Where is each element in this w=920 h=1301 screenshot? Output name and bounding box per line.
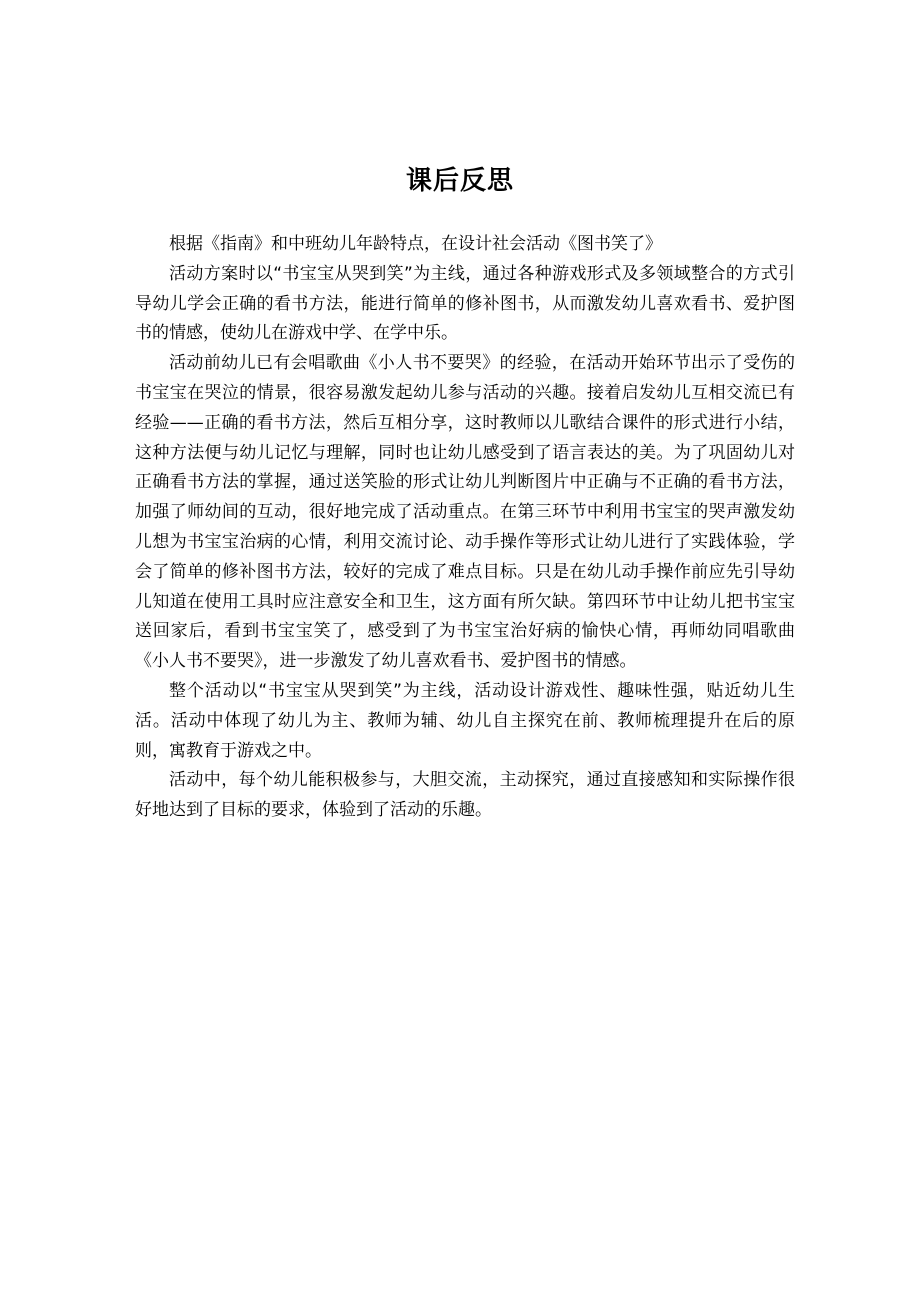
paragraph-summary: 整个活动以“书宝宝从哭到笑”为主线，活动设计游戏性、趣味性强，贴近幼儿生活。活动中体现了幼儿为主、教师为辅、幼儿自主探究在前、教师梳理提升在后的原则，寓教育于游戏之中。 <box>135 680 795 761</box>
paragraph-plan: 活动方案时以“书宝宝从哭到笑”为主线，通过各种游戏形式及多领域整合的方式引导幼儿学会正确的看书方法，能进行简单的修补图书，从而激发幼儿喜欢看书、爱护图书的情感，使幼儿在游戏中学、在学中乐。 <box>135 263 795 344</box>
page-title: 课后反思 <box>405 166 514 196</box>
paragraph-intro: 根据《指南》和中班幼儿年龄特点，在设计社会活动《图书笑了》 <box>169 234 662 254</box>
document-body <box>135 230 795 826</box>
paragraph-process: 活动前幼儿已有会唱歌曲《小人书不要哭》的经验，在活动开始环节出示了受伤的书宝宝在哭泣的情景，很容易激发起幼儿参与活动的兴趣。接着启发幼儿互相交流已有经验——正确的看书方法，然后互相分享，这时教师以儿歌结合课件的形式进行小结，这种方法便与幼儿记忆与理解，同时也让幼儿感受到了语言表达的美。为了巩固幼儿对正确看书方法的掌握，通过送笑脸的形式让幼儿判断图片中正确与不正确的看书方法，加强了师幼间的互动，很好地完成了活动重点。在第三环节中利用书宝宝的哭声激发幼儿想为书宝宝治病的心情，利用交流讨论、动手操作等形式让幼儿进行了实践体验，学会了简单的修补图书方法，较好的完成了难点目标。只是在幼儿动手操作前应先引导幼儿知道在使用工具时应注意安全和卫生，这方面有所欠缺。第四环节中让幼儿把书宝宝送回家后，看到书宝宝笑了，感受到了为书宝宝治好病的愉快心情，再师幼同唱歌曲《小人书不要哭》，进一步激发了幼儿喜欢看书、爱护图书的情感。 <box>135 353 795 672</box>
paragraph-outcome: 活动中，每个幼儿能积极参与，大胆交流，主动探究，通过直接感知和实际操作很好地达到了目标的要求，体验到了活动的乐趣。 <box>135 770 795 821</box>
